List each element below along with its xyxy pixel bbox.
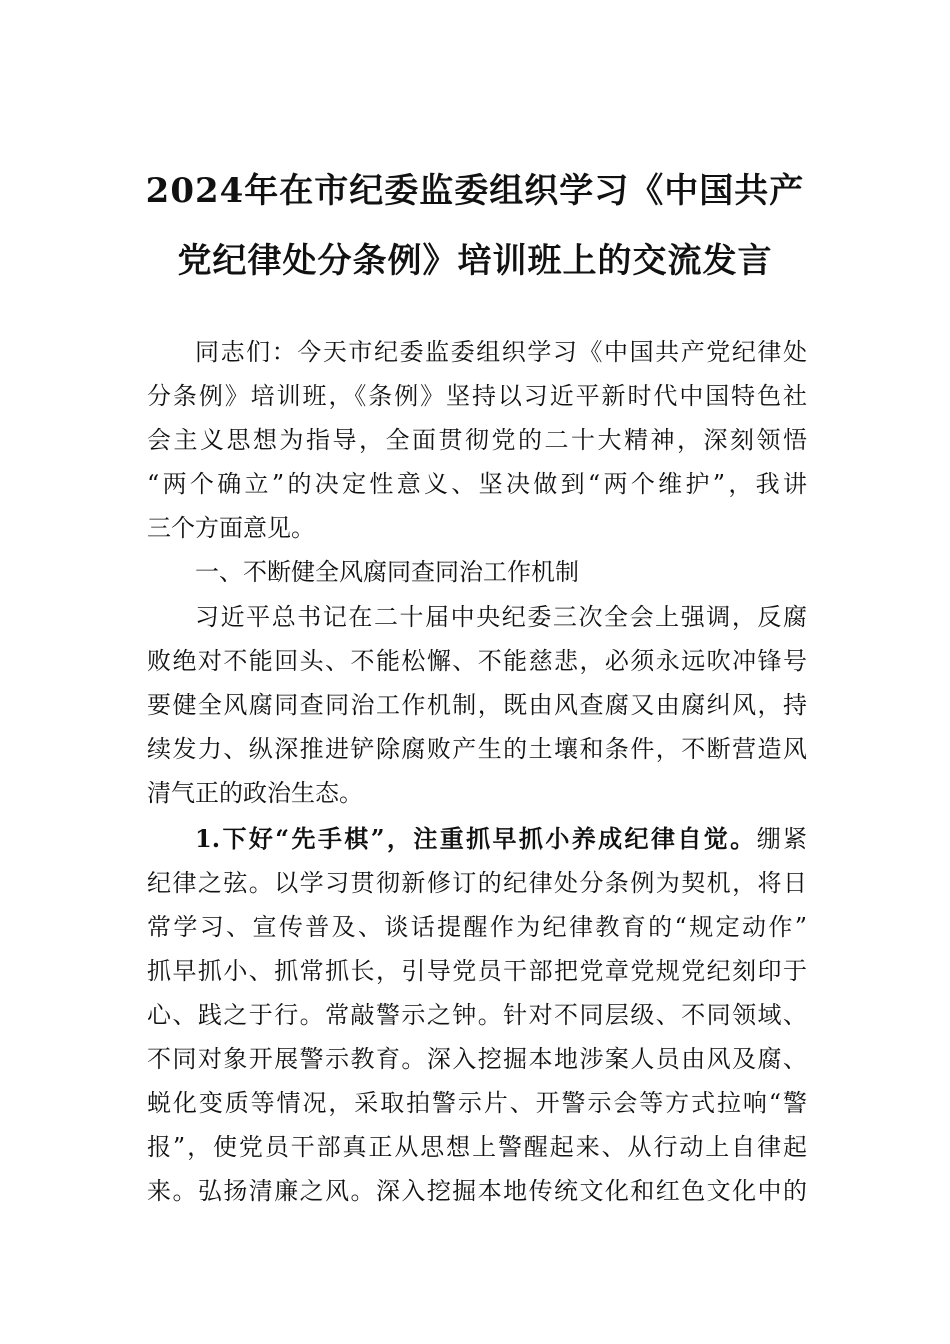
point1-lead-rest: 绷紧 xyxy=(756,825,807,853)
point1-line: 来。弘扬清廉之风。深入挖掘本地传统文化和红色文化中的 xyxy=(147,1177,807,1205)
section1-line: 要健全风腐同查同治工作机制，既由风查腐又由腐纠风，持 xyxy=(147,691,807,719)
point1-line: 报”，使党员干部真正从思想上警醒起来、从行动上自律起 xyxy=(147,1133,807,1161)
point1-bold-lead: 1.下好“先手棋”，注重抓早抓小养成纪律自觉。 xyxy=(195,824,757,853)
point1-line: 纪律之弦。以学习贯彻新修订的纪律处分条例为契机，将日 xyxy=(147,869,807,897)
intro-line: “两个确立”的决定性意义、坚决做到“两个维护”，我讲 xyxy=(147,470,807,498)
intro-line: 同志们：今天市纪委监委组织学习《中国共产党纪律处 xyxy=(195,338,807,366)
intro-line: 三个方面意见。 xyxy=(147,514,315,542)
point1-line: 常学习、宣传普及、谈话提醒作为纪律教育的“规定动作” xyxy=(147,913,807,941)
section-heading: 一、不断健全风腐同查同治工作机制 xyxy=(195,558,579,586)
point1-line: 抓早抓小、抓常抓长，引导党员干部把党章党规党纪刻印于 xyxy=(147,957,807,985)
section1-line: 清气正的政治生态。 xyxy=(147,779,363,807)
document-title-line-2: 党纪律处分条例》培训班上的交流发言 xyxy=(177,241,773,281)
intro-line: 会主义思想为指导，全面贯彻党的二十大精神，深刻领悟 xyxy=(147,426,807,454)
intro-line: 分条例》培训班，《条例》坚持以习近平新时代中国特色社 xyxy=(147,382,807,410)
section1-line: 习近平总书记在二十届中央纪委三次全会上强调，反腐 xyxy=(195,603,807,631)
point1-line: 心、践之于行。常敲警示之钟。针对不同层级、不同领域、 xyxy=(147,1001,807,1029)
point1-line: 不同对象开展警示教育。深入挖掘本地涉案人员由风及腐、 xyxy=(147,1045,807,1073)
point1-first-line xyxy=(195,824,807,854)
section1-line: 续发力、纵深推进铲除腐败产生的土壤和条件，不断营造风 xyxy=(147,735,807,763)
section1-line: 败绝对不能回头、不能松懈、不能慈悲，必须永远吹冲锋号 xyxy=(147,647,807,675)
point1-line: 蜕化变质等情况，采取拍警示片、开警示会等方式拉响“警 xyxy=(147,1089,807,1117)
document-title-line-1: 2024年在市纪委监委组织学习《中国共产 xyxy=(145,171,805,211)
